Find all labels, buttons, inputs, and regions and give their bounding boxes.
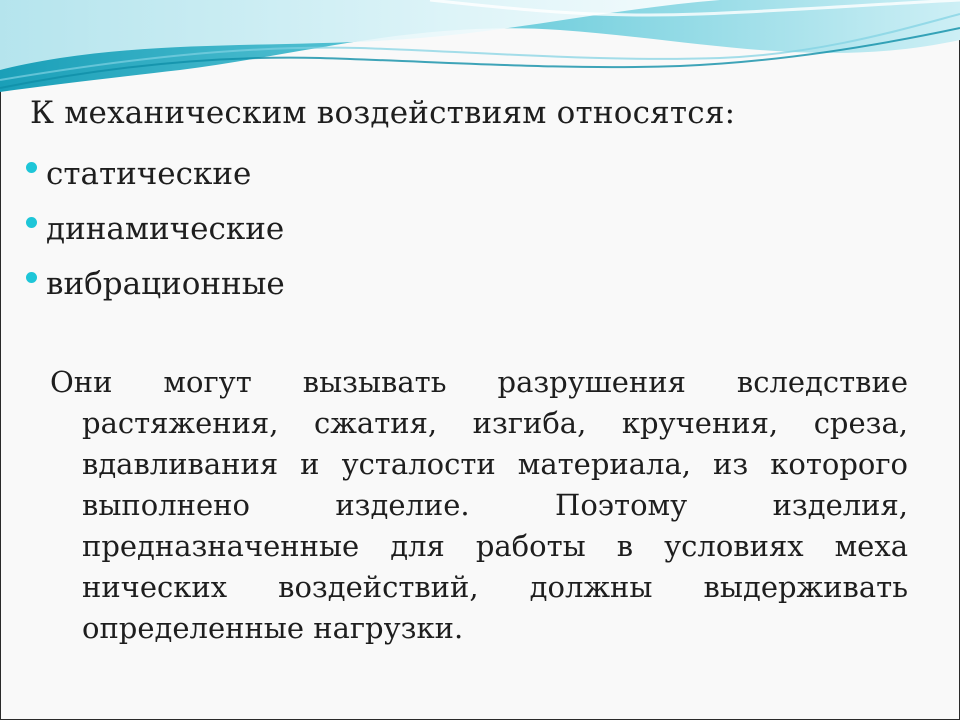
paragraph-line: нических воздействий, должны выдерживать bbox=[82, 570, 908, 604]
bullet-label: вибрационные bbox=[46, 265, 285, 302]
paragraph-line: предназначенные для работы в условиях меха bbox=[82, 529, 908, 563]
bullet-label: статические bbox=[46, 155, 252, 192]
bullet-dot-icon bbox=[26, 272, 37, 283]
list-item bbox=[26, 146, 285, 201]
paragraph-line: растяжения, сжатия, изгиба, кручения, среза, bbox=[82, 406, 908, 440]
slide-heading: К механическим воздействиям относятся: bbox=[30, 95, 736, 131]
paragraph-line: определенные нагрузки. bbox=[82, 611, 464, 645]
paragraph-line: Они могут вызывать разрушения вследствие bbox=[50, 365, 908, 399]
paragraph-line: выполнено изделие. Поэтому изделия, bbox=[82, 488, 908, 522]
paragraph-line: вдавливания и усталости материала, из которого bbox=[82, 447, 908, 481]
body-paragraph bbox=[50, 362, 908, 649]
bullet-label: динамические bbox=[46, 210, 285, 247]
list-item bbox=[26, 256, 285, 311]
bullet-dot-icon bbox=[26, 162, 37, 173]
bullet-dot-icon bbox=[26, 217, 37, 228]
list-item bbox=[26, 201, 285, 256]
decorative-wave-banner bbox=[0, 0, 960, 100]
bullet-list bbox=[26, 146, 285, 311]
